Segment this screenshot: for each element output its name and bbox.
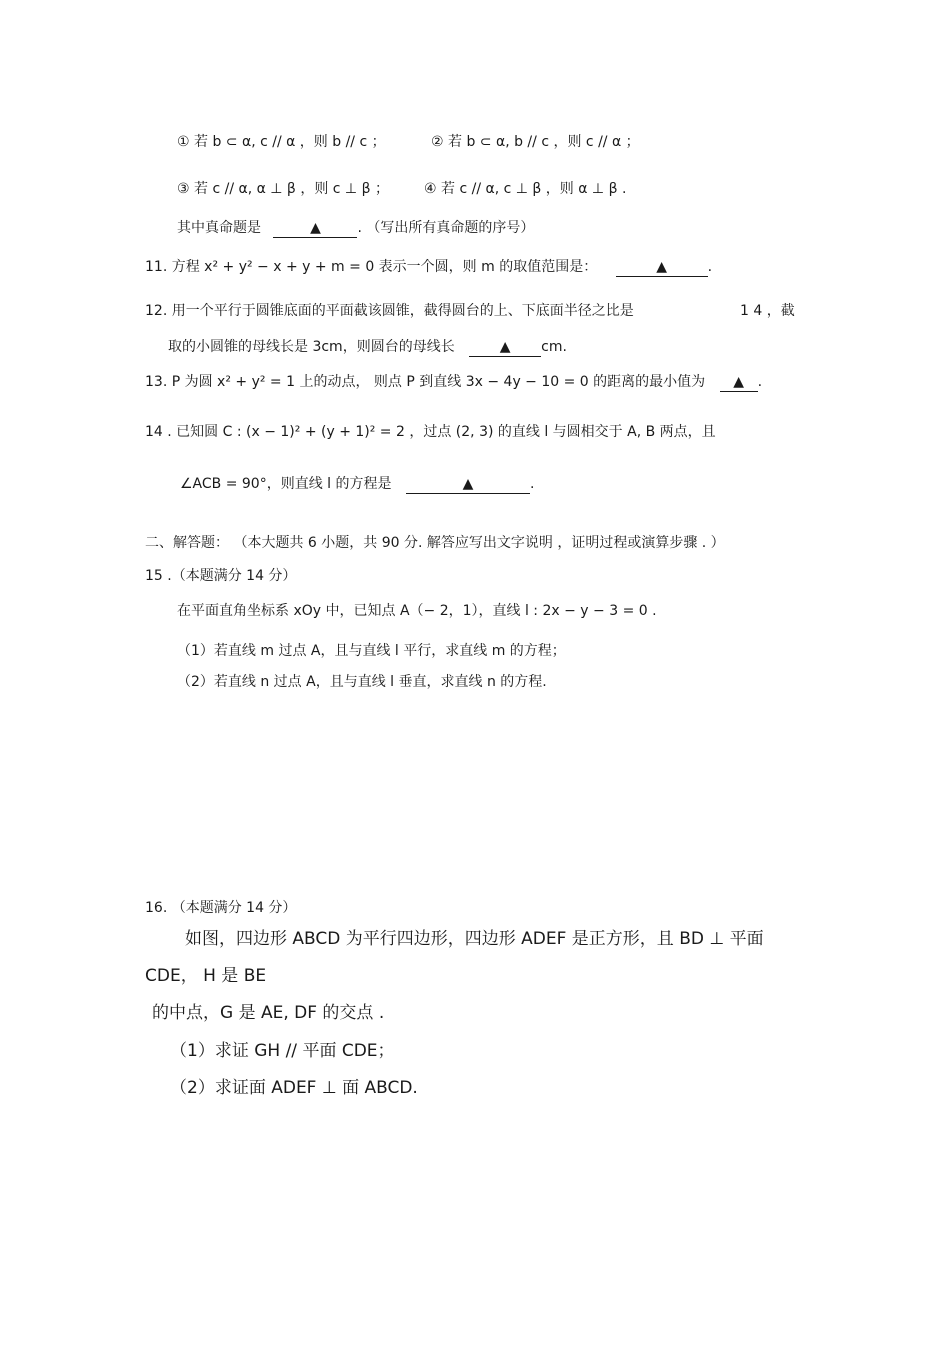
q16-title: 16. （本题满分 14 分） <box>145 900 297 916</box>
q12-line-1: 12. 用一个平行于圆锥底面的平面截该圆锥，截得圆台的上、下底面半径之比是 <box>145 303 634 319</box>
q10-question <box>177 218 534 238</box>
q14-question-line-2 <box>180 474 534 494</box>
q16-stem-line-1: 如图，四边形 ABCD 为平行四边形，四边形 ADEF 是正方形，且 BD ⊥ 平面 <box>185 929 764 949</box>
q13-question <box>145 372 762 392</box>
q13-end: . <box>757 374 763 390</box>
triangle-icon: ▲ <box>656 259 668 275</box>
triangle-icon: ▲ <box>499 339 511 355</box>
q12-line-2: 取的小圆锥的母线长是 3cm，则圆台的母线长 <box>168 339 455 355</box>
q16-stem-line-2: CDE， H 是 BE <box>145 966 267 986</box>
q10-option-2: ② 若 b ⊂ α, b // c ，则 c // α ； <box>431 134 640 150</box>
q10-option-4: ④ 若 c // α, c ⊥ β ，则 α ⊥ β . <box>424 181 627 197</box>
q16-stem-line-3: 的中点，G 是 AE, DF 的交点 . <box>152 1003 385 1023</box>
answer-blank-q11[interactable] <box>616 258 708 277</box>
q16-part-1: （1）求证 GH // 平面 CDE； <box>170 1041 395 1061</box>
triangle-icon: ▲ <box>733 374 745 390</box>
q12-ratio: 1 4 ，截 <box>740 303 795 319</box>
q15-part-2: （2）若直线 n 过点 A，且与直线 l 垂直，求直线 n 的方程. <box>177 674 547 690</box>
q11-text: 11. 方程 x² + y² − x + y + m = 0 表示一个圆，则 m 的取值范围是： <box>145 259 598 275</box>
q15-stem: 在平面直角坐标系 xOy 中，已知点 A（− 2，1），直线 l : 2x − y − 3 = 0 . <box>177 603 657 619</box>
section-2-heading: 二、解答题： （本大题共 6 小题，共 90 分. 解答应写出文字说明 ，证明过程或演算步骤 . ） <box>145 535 725 551</box>
answer-blank-q12[interactable] <box>469 338 541 357</box>
q10-option-3: ③ 若 c // α, α ⊥ β ，则 c ⊥ β ； <box>177 181 389 197</box>
q10-ask-prefix: 其中真命题是 <box>177 220 261 236</box>
answer-blank-q13[interactable] <box>720 373 758 392</box>
q13-text: 13. P 为圆 x² + y² = 1 上的动点， 则点 P 到直线 3x − 4y − 10 = 0 的距离的最小值为 <box>145 374 706 390</box>
q10-option-1: ① 若 b ⊂ α, c // α ，则 b // c ； <box>177 134 386 150</box>
q12-end: cm. <box>541 339 567 355</box>
q11-question <box>145 257 712 277</box>
triangle-icon: ▲ <box>310 220 321 236</box>
q11-end: . <box>707 259 713 275</box>
q14-line-1: 14 . 已知圆 C : (x − 1)² + (y + 1)² = 2 ，过点 (2, 3) 的直线 l 与圆相交于 A, B 两点，且 <box>145 424 716 440</box>
q15-title: 15 .（本题满分 14 分） <box>145 568 297 584</box>
q10-ask-suffix: . （写出所有真命题的序号） <box>357 220 535 236</box>
triangle-icon: ▲ <box>462 476 474 492</box>
answer-blank-q14[interactable] <box>406 475 530 494</box>
q12-question-line-2 <box>168 337 567 357</box>
q16-part-2: （2）求证面 ADEF ⊥ 面 ABCD. <box>170 1078 418 1098</box>
q14-line-2: ∠ACB = 90°，则直线 l 的方程是 <box>180 476 392 492</box>
q15-part-1: （1）若直线 m 过点 A，且与直线 l 平行，求直线 m 的方程； <box>177 643 566 659</box>
q14-end: . <box>529 476 535 492</box>
answer-blank-q10[interactable] <box>273 219 357 238</box>
